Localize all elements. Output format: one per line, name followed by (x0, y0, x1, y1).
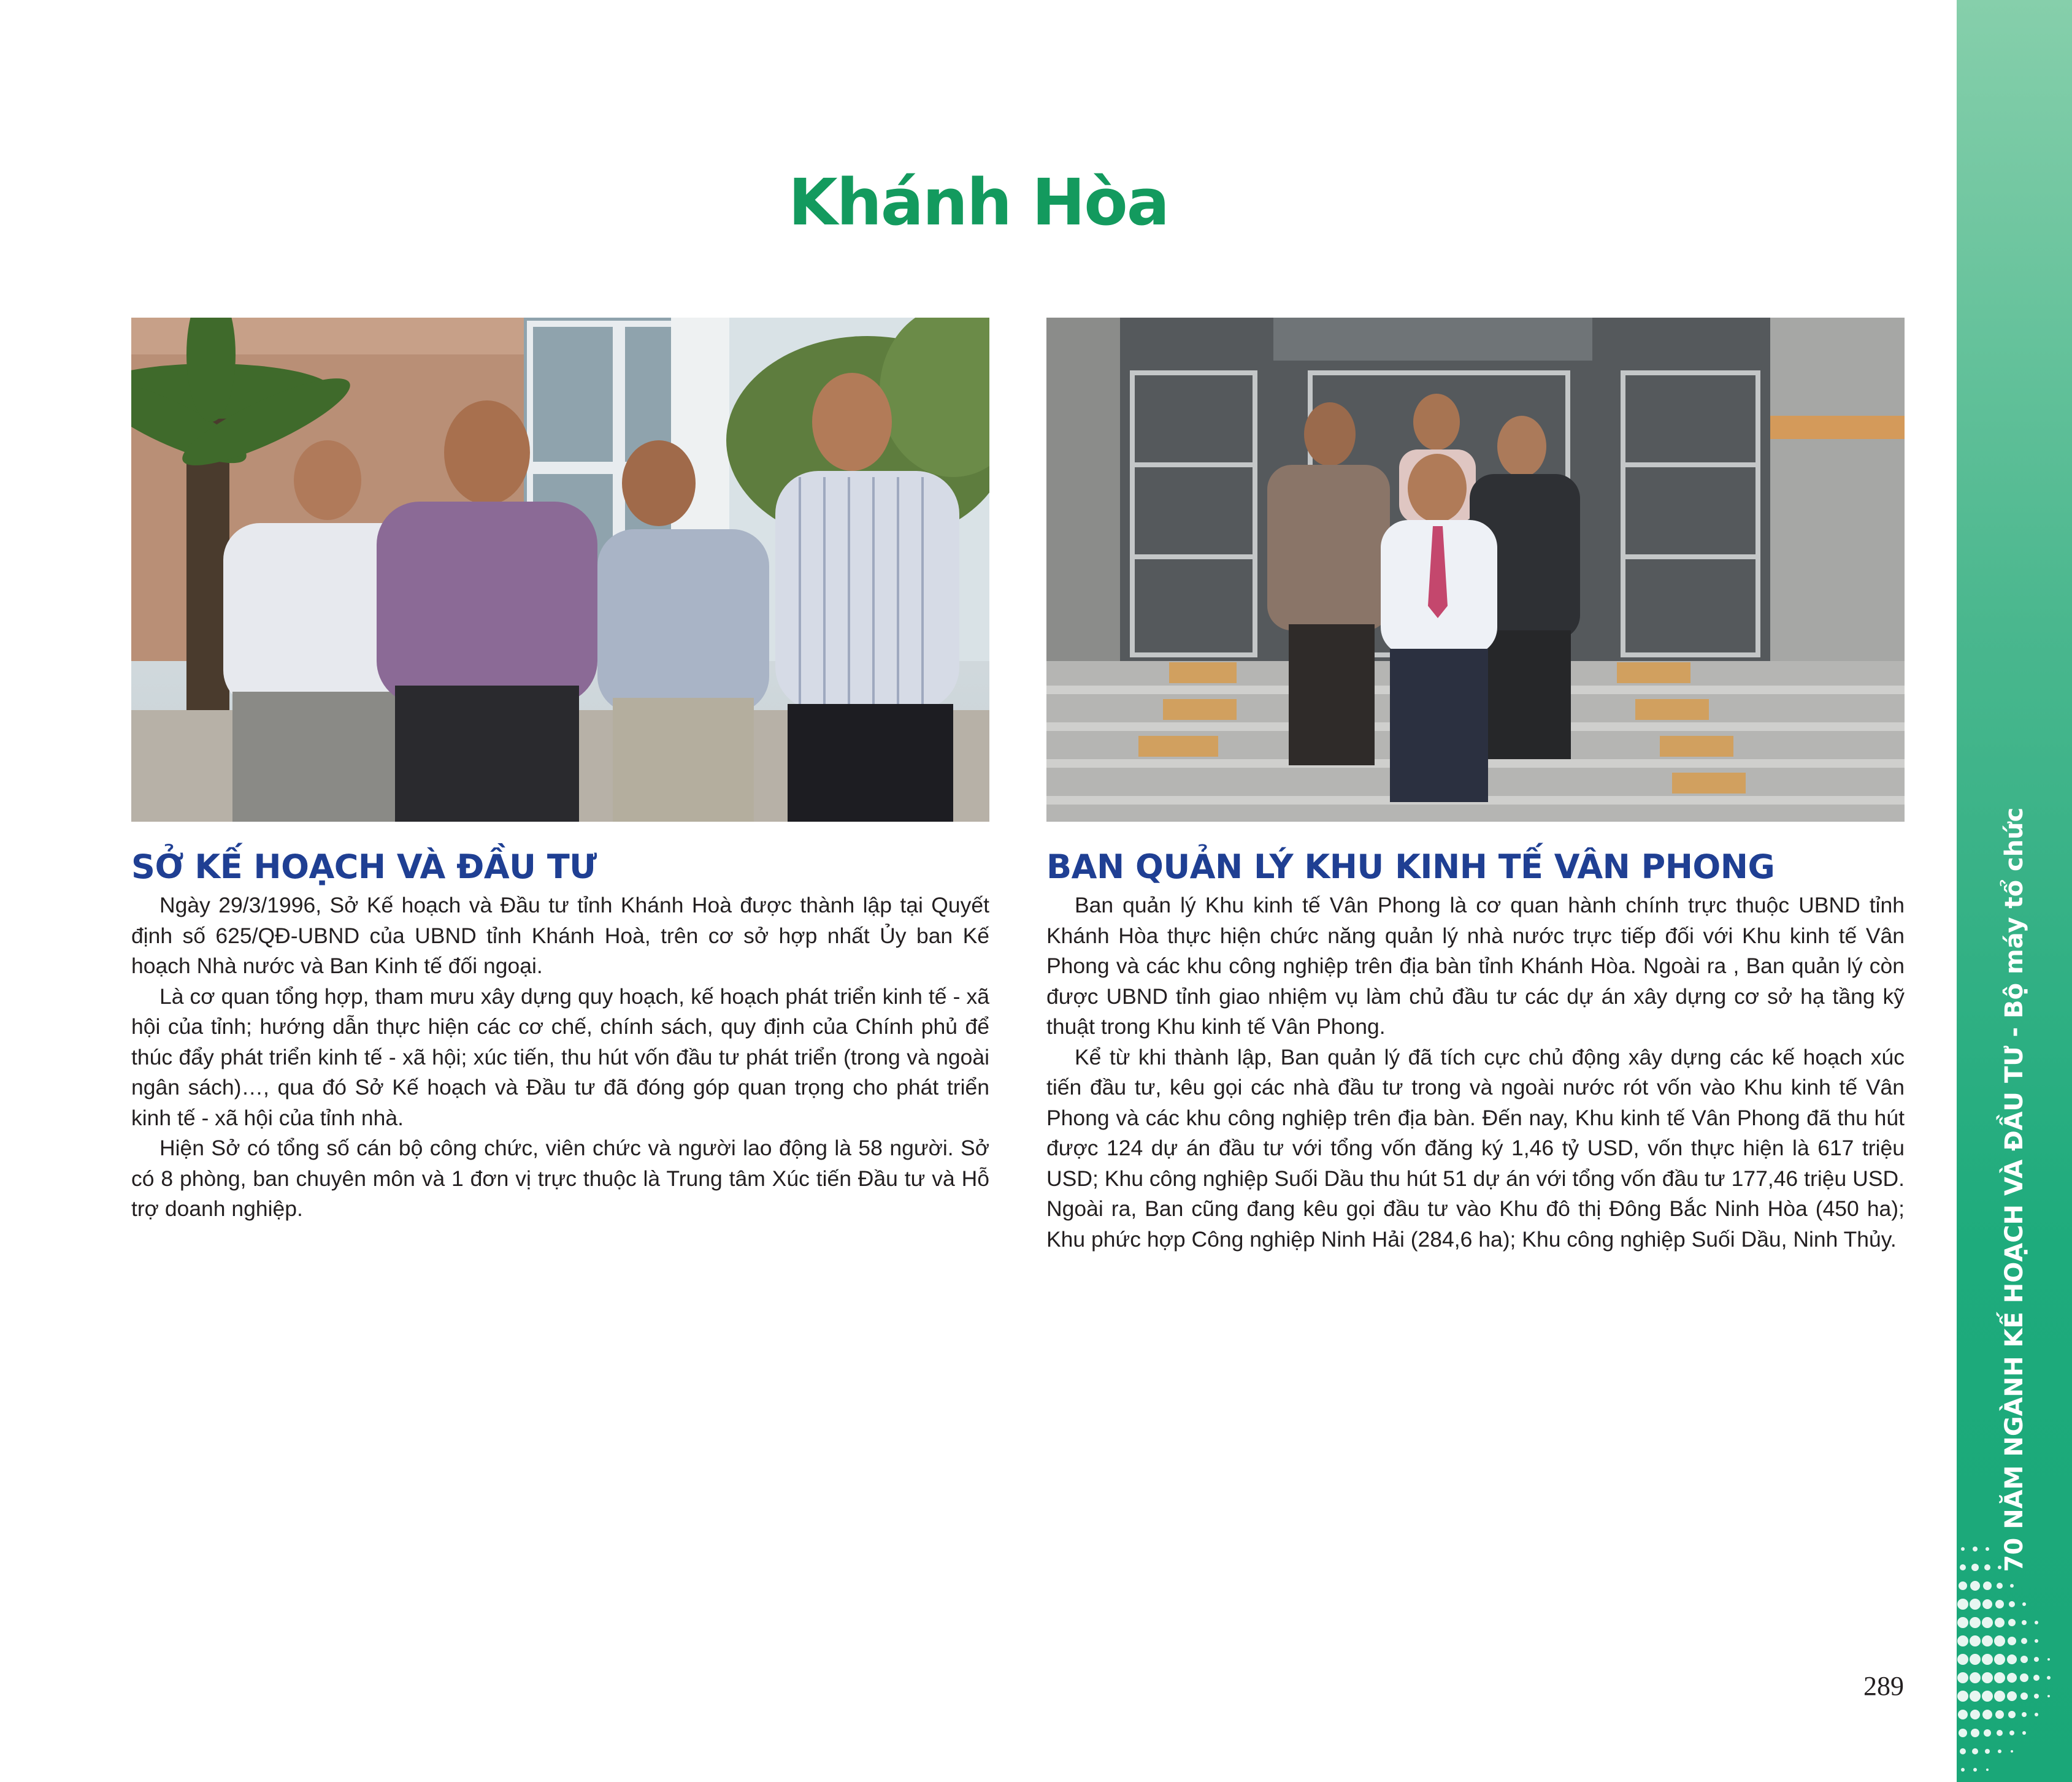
side-title: 70 NĂM NGÀNH KẾ HOẠCH VÀ ĐẦU TƯ (2000, 1046, 2028, 1572)
paragraph: Kể từ khi thành lập, Ban quản lý đã tích cực chủ động xây dựng các kế hoạch xúc tiến đầu tư, kêu gọi các nhà đầu tư trong và ngoài nước rót vốn vào Khu kinh tế Vân Phong và các khu công nghiệp trên địa bàn. Đến nay, Khu kinh tế Vân Phong đã thu hút được 124 dự án đầu tư với tổng vốn đăng ký 1,46 tỷ USD, vốn thực hiện là 617 triệu USD; Khu công nghiệp Suối Dầu thu hút 51 dự án với tổng vốn đầu tư 177,46 triệu USD. Ngoài ra, Ban cũng đang kêu gọi đầu tư vào Khu đô thị Đông Bắc Ninh Hòa (450 ha); Khu phức hợp Công nghiệp Ninh Hải (284,6 ha); Khu công nghiệp Suối Dầu, Ninh Thủy. (1046, 1044, 1905, 1252)
paragraph: Ban quản lý Khu kinh tế Vân Phong là cơ quan hành chính trực thuộc UBND tỉnh Khánh Hòa thực hiện chức năng quản lý nhà nước trực tiếp đối với Khu kinh tế Vân Phong và các khu công nghiệp trên địa bàn tỉnh Khánh Hòa. Ngoài ra , Ban quản lý còn được UBND tỉnh giao nhiệm vụ làm chủ đầu tư các dự án xây dựng cơ sở hạ tầng kỹ thuật trong Khu kinh tế Vân Phong. (1046, 893, 1905, 1039)
side-running-title (2000, 808, 2028, 1572)
page-title: Khánh Hòa (788, 165, 1168, 240)
paragraph: Là cơ quan tổng hợp, tham mưu xây dựng quy hoạch, kế hoạch phát triển kinh tế - xã hội của tỉnh; hướng dẫn thực hiện các cơ chế, chính sách, quy định của Chính phủ để thúc đẩy phát triển kinh tế - xã hội; xúc tiến, thu hút vốn đầu tư phát triển (trong và ngoài ngân sách)…, qua đó Sở Kế hoạch và Đầu tư đã đóng góp quan trọng cho phát triển kinh tế - xã hội của tỉnh nhà. (131, 984, 989, 1130)
paragraph: Hiện Sở có tổng số cán bộ công chức, viên chức và người lao động là 58 người. Sở có 8 phòng, ban chuyên môn và 1 đơn vị trực thuộc là Trung tâm Xúc tiến Đầu tư và Hỗ trợ doanh nghiệp. (131, 1136, 989, 1221)
side-subtitle: Bộ máy tổ chức (2000, 807, 2028, 1019)
paragraph: Ngày 29/3/1996, Sở Kế hoạch và Đầu tư tỉnh Khánh Hoà được thành lập tại Quyết định số 625/QĐ-UBND của UBND tỉnh Khánh Hoà, trên cơ sở hợp nhất Ủy ban Kế hoạch Nhà nước và Ban Kinh tế đối ngoại. (131, 893, 989, 978)
halftone-dots-decoration (1957, 1537, 2072, 1782)
side-band (1957, 0, 2072, 1782)
photo-so-ke-hoach-dau-tu (131, 318, 989, 822)
section-ban-quan-ly-khu-kinh-te (1046, 845, 1905, 1255)
photo-ban-quan-ly-khu-kinh-te (1046, 318, 1905, 822)
page-number: 289 (1863, 1671, 1904, 1701)
section-heading: BAN QUẢN LÝ KHU KINH TẾ VÂN PHONG (1046, 847, 1775, 886)
section-heading: SỞ KẾ HOẠCH VÀ ĐẦU TƯ (131, 847, 597, 886)
side-separator: - (2000, 1018, 2028, 1046)
section-so-ke-hoach-dau-tu (131, 845, 989, 1225)
